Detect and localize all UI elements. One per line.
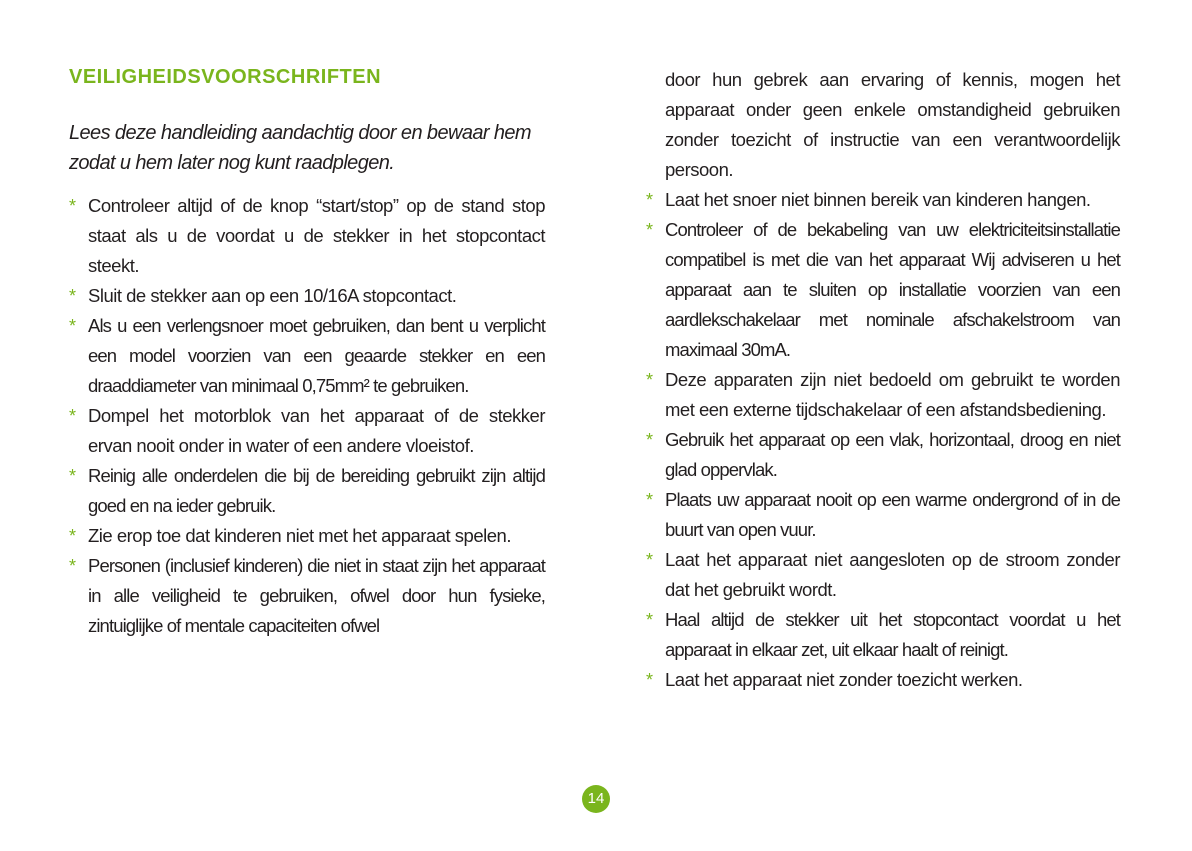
list-item-text: Dompel het motorblok van het apparaat of de stekker ervan nooit onder in water of een andere vloeistof. — [88, 405, 545, 456]
list-item-text: Zie erop toe dat kinderen niet met het apparaat spelen. — [88, 525, 511, 546]
list-item-text: Gebruik het apparaat op een vlak, horizontaal, droog en niet glad oppervlak. — [665, 429, 1120, 480]
list-item — [646, 425, 1120, 485]
list-item-text: Reinig alle onderdelen die bij de bereiding gebruikt zijn altijd goed en na ieder gebruik. — [88, 465, 545, 516]
bullet-star-icon: * — [69, 526, 76, 546]
right-safety-list — [646, 65, 1120, 695]
list-item — [646, 665, 1120, 695]
list-item-text: Laat het apparaat niet zonder toezicht werken. — [665, 669, 1023, 690]
list-item — [646, 215, 1120, 365]
list-item-text: Laat het apparaat niet aangesloten op de stroom zonder dat het gebruikt wordt. — [665, 549, 1120, 600]
list-item — [646, 605, 1120, 665]
bullet-star-icon: * — [69, 406, 76, 426]
bullet-star-icon: * — [646, 670, 653, 690]
list-item — [69, 551, 545, 641]
bullet-star-icon: * — [69, 466, 76, 486]
list-item — [69, 521, 545, 551]
bullet-star-icon: * — [646, 490, 653, 510]
list-item-text: Sluit de stekker aan op een 10/16A stopcontact. — [88, 285, 457, 306]
bullet-star-icon: * — [69, 316, 76, 336]
bullet-star-icon: * — [646, 190, 653, 210]
page-number-badge: 14 — [582, 785, 610, 813]
list-item-text: door hun gebrek aan ervaring of kennis, mogen het apparaat onder geen enkele omstandigheid gebruiken zonder toezicht of instructie van een verantwoordelijk persoon. — [665, 69, 1120, 180]
list-item-text: Controleer of de bekabeling van uw elektriciteitsinstallatie compatibel is met die van het apparaat Wij adviseren u het apparaat aan te sluiten op installatie voorzien van een aardlekschakelaar met nominale afschakelstroom van maximaal 30mA. — [665, 219, 1120, 360]
list-item-text: Laat het snoer niet binnen bereik van kinderen hangen. — [665, 189, 1091, 210]
list-item — [646, 485, 1120, 545]
list-item-text: Controleer altijd of de knop “start/stop” op de stand stop staat als u de voordat u de stekker in het stopcontact steekt. — [88, 195, 545, 276]
intro-text: Lees deze handleiding aandachtig door en bewaar hem zodat u hem later nog kunt raadplegen. — [69, 122, 531, 174]
list-item — [69, 281, 545, 311]
bullet-star-icon: * — [646, 220, 653, 240]
list-item — [69, 311, 545, 401]
bullet-star-icon: * — [646, 370, 653, 390]
bullet-star-icon: * — [69, 556, 76, 576]
list-item — [646, 545, 1120, 605]
list-item-continuation — [646, 65, 1120, 185]
left-safety-list — [69, 191, 545, 641]
list-item — [646, 185, 1120, 215]
bullet-star-icon: * — [69, 196, 76, 216]
list-item-text: Haal altijd de stekker uit het stopcontact voordat u het apparaat in elkaar zet, uit elkaar haalt of reinigt. — [665, 609, 1120, 660]
bullet-star-icon: * — [646, 430, 653, 450]
list-item — [646, 365, 1120, 425]
list-item — [69, 461, 545, 521]
list-item-text: Als u een verlengsnoer moet gebruiken, dan bent u verplicht een model voorzien van een geaarde stekker en een draaddiameter van minimaal 0,75mm² te gebruiken. — [88, 315, 545, 396]
bullet-star-icon: * — [646, 610, 653, 630]
list-item — [69, 191, 545, 281]
list-item-text: Personen (inclusief kinderen) die niet in staat zijn het apparaat in alle veiligheid te gebruiken, ofwel door hun fysieke, zintuiglijke of mentale capaciteiten ofwel — [88, 555, 545, 636]
list-item-text: Deze apparaten zijn niet bedoeld om gebruikt te worden met een externe tijdschakelaar of een afstandsbediening. — [665, 369, 1120, 420]
list-item — [69, 401, 545, 461]
section-heading: VEILIGHEIDSVOORSCHRIFTEN — [69, 66, 382, 88]
list-item-text: Plaats uw apparaat nooit op een warme ondergrond of in de buurt van open vuur. — [665, 489, 1120, 540]
bullet-star-icon: * — [69, 286, 76, 306]
bullet-star-icon: * — [646, 550, 653, 570]
